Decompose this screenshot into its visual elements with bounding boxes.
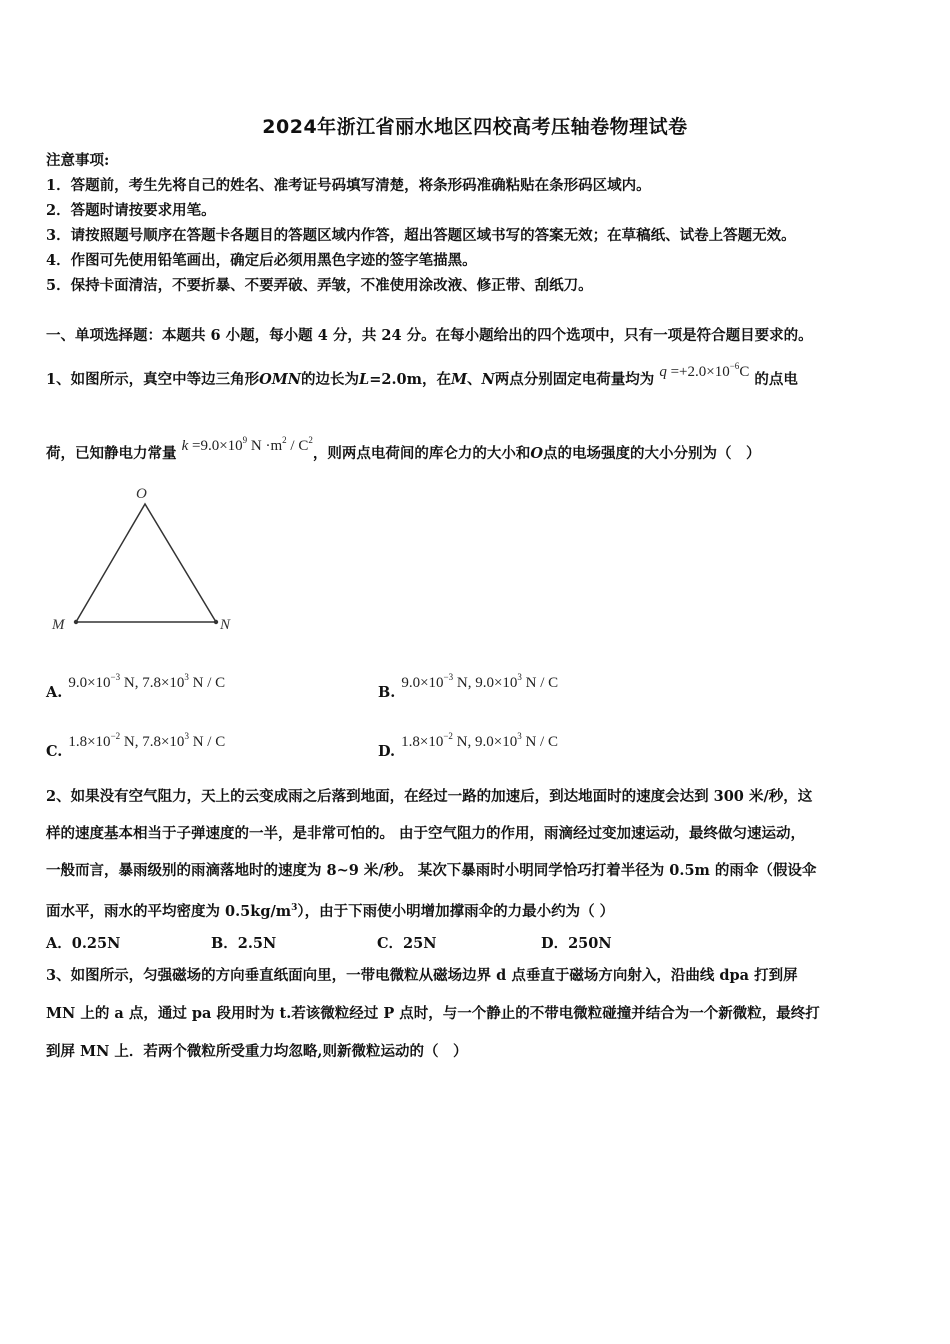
formula-exp: −3 [443, 672, 454, 682]
option-d[interactable] [378, 731, 558, 761]
formula-exp: 2 [282, 435, 287, 445]
formula-part: N / C [188, 734, 226, 750]
formula-exp: 3 [184, 672, 189, 682]
formula-part: N, 7.8×10 [120, 675, 185, 691]
label-o: O [136, 486, 147, 502]
formula-exp: 2 [308, 435, 313, 445]
formula-part: N, 9.0×10 [453, 675, 518, 691]
option-letter: D. [378, 743, 396, 760]
formula-part: N / C [188, 675, 226, 691]
q1-text: ，则两点电荷间的库仑力的大小和 [312, 445, 531, 462]
var-n: N [481, 371, 495, 388]
notice-item: 1．答题前，考生先将自己的姓名、准考证号码填写清楚，将条形码准确粘贴在条形码区域内。 [46, 177, 651, 194]
formula-part: 9.0×10 [401, 675, 444, 691]
q1-text: 荷，已知静电力常量 [46, 445, 177, 462]
var-q: q [659, 364, 667, 380]
q2-line: 2、如果没有空气阻力，天上的云变成雨之后落到地面，在经过一路的加速后，到达地面时的速度会达到 300 米/秒，这 [46, 788, 813, 805]
option-c[interactable] [46, 731, 226, 761]
charge-formula [659, 361, 750, 380]
q1-text: 的边长为 [301, 371, 360, 388]
option-formula [68, 672, 226, 691]
unit-exp: 3 [291, 903, 298, 913]
option-formula [401, 672, 559, 691]
q2-text: ），由于下雨使小明增加撑雨伞的力最小约为（ ） [297, 902, 615, 920]
formula-exp: 9 [242, 435, 248, 445]
q2-text: 面水平，雨水的平均密度为 0.5kg/m [46, 902, 292, 920]
label-n: N [220, 617, 231, 633]
notice-item: 2．答题时请按要求用笔。 [46, 202, 216, 219]
formula-part: N ·m [247, 438, 283, 454]
q2-line: 样的速度基本相当于子弹速度的一半，是非常可怕的。 由于空气阻力的作用，雨滴经过变加速运动，最终做匀速运动， [46, 825, 806, 842]
notice-heading: 注意事项: [46, 152, 110, 169]
q3-line: 3、如图所示，匀强磁场的方向垂直纸面向里，一带电微粒从磁场边界 d 点垂直于磁场方向射入，沿曲线 dpa 打到屏 [46, 967, 798, 984]
q2-line [46, 898, 614, 922]
option-letter: A. [46, 684, 63, 701]
q3-line: 到屏 MN 上．若两个微粒所受重力均忽略,则新微粒运动的（ ） [46, 1043, 468, 1060]
triangle-figure [40, 478, 250, 638]
formula-exp: −2 [443, 731, 453, 741]
q1-text: 两点分别固定电荷量均为 [494, 371, 655, 388]
formula-part: N / C [521, 675, 559, 691]
q2-choice-d[interactable]: D．250N [541, 935, 612, 952]
notice-item: 3．请按照题号顺序在答题卡各题目的答题区域内作答，超出答题区域书写的答案无效；在草稿纸、试卷上答题无效。 [46, 227, 796, 244]
var-k: k [181, 438, 189, 454]
formula-part: N, 7.8×10 [120, 734, 185, 750]
formula-part: / C [286, 438, 309, 454]
formula-exp: 3 [184, 731, 189, 741]
q1-sep: 、 [467, 371, 482, 388]
label-m: M [52, 617, 65, 633]
option-formula [401, 731, 558, 750]
var-m: M [450, 371, 468, 388]
var-l: L [359, 371, 370, 388]
formula-part: 1.8×10 [68, 734, 111, 750]
var-o: O [530, 445, 543, 462]
formula-part: N, 9.0×10 [452, 734, 518, 750]
var-omn: OMN [259, 371, 302, 388]
formula-part: 9.0×10 [68, 675, 111, 691]
formula-exp: 3 [517, 731, 522, 741]
formula-part: =+2.0×10 [666, 364, 730, 380]
formula-part: 1.8×10 [401, 734, 444, 750]
q1-text: 1、如图所示，真空中等边三角形 [46, 371, 260, 388]
q2-line: 一般而言，暴雨级别的雨滴落地时的速度为 8~9 米/秒。 某次下暴雨时小明同学恰巧打着半径为 0.5m 的雨伞（假设伞 [46, 862, 817, 879]
option-b[interactable] [378, 672, 559, 702]
option-letter: B. [378, 684, 396, 701]
notice-item: 5．保持卡面清洁，不要折暴、不要弄破、弄皱，不准使用涂改液、修正带、刮纸刀。 [46, 277, 593, 294]
formula-exp: −6 [729, 361, 740, 371]
q1-text: 的点电 [754, 371, 798, 388]
q1-text: =2.0m，在 [369, 371, 451, 388]
vertex-m-point [74, 620, 78, 624]
notice-item: 4．作图可先使用铅笔画出，确定后必须用黑色字迹的签字笔描黑。 [46, 252, 477, 269]
coulomb-constant-formula [181, 435, 313, 454]
q2-choice-c[interactable]: C．25N [377, 935, 437, 952]
triangle-omn [76, 504, 216, 622]
vertex-n-point [214, 620, 218, 624]
option-letter: C. [46, 743, 63, 760]
formula-exp: −2 [110, 731, 121, 741]
formula-part: =9.0×10 [188, 438, 243, 454]
formula-unit: C [739, 364, 750, 380]
section-heading: 一、单项选择题：本题共 6 小题，每小题 4 分，共 24 分。在每小题给出的四个选项中，只有一项是符合题目要求的。 [46, 327, 813, 344]
option-a[interactable] [46, 672, 226, 702]
formula-part: N / C [521, 734, 558, 750]
q1-text: 点的电场强度的大小分别为（ ） [542, 445, 761, 462]
q3-line: MN 上的 a 点，通过 pa 段用时为 t.若该微粒经过 P 点时，与一个静止的不带电微粒碰撞并结合为一个新微粒，最终打 [46, 1005, 820, 1022]
formula-exp: 3 [517, 672, 522, 682]
q2-choice-a[interactable]: A．0.25N [46, 935, 121, 952]
q2-choice-b[interactable]: B．2.5N [211, 935, 277, 952]
formula-exp: −3 [110, 672, 121, 682]
page-title: 2024年浙江省丽水地区四校高考压轴卷物理试卷 [262, 116, 688, 138]
option-formula [68, 731, 226, 750]
q1-line-2 [46, 435, 761, 464]
q1-line-1 [46, 361, 798, 390]
